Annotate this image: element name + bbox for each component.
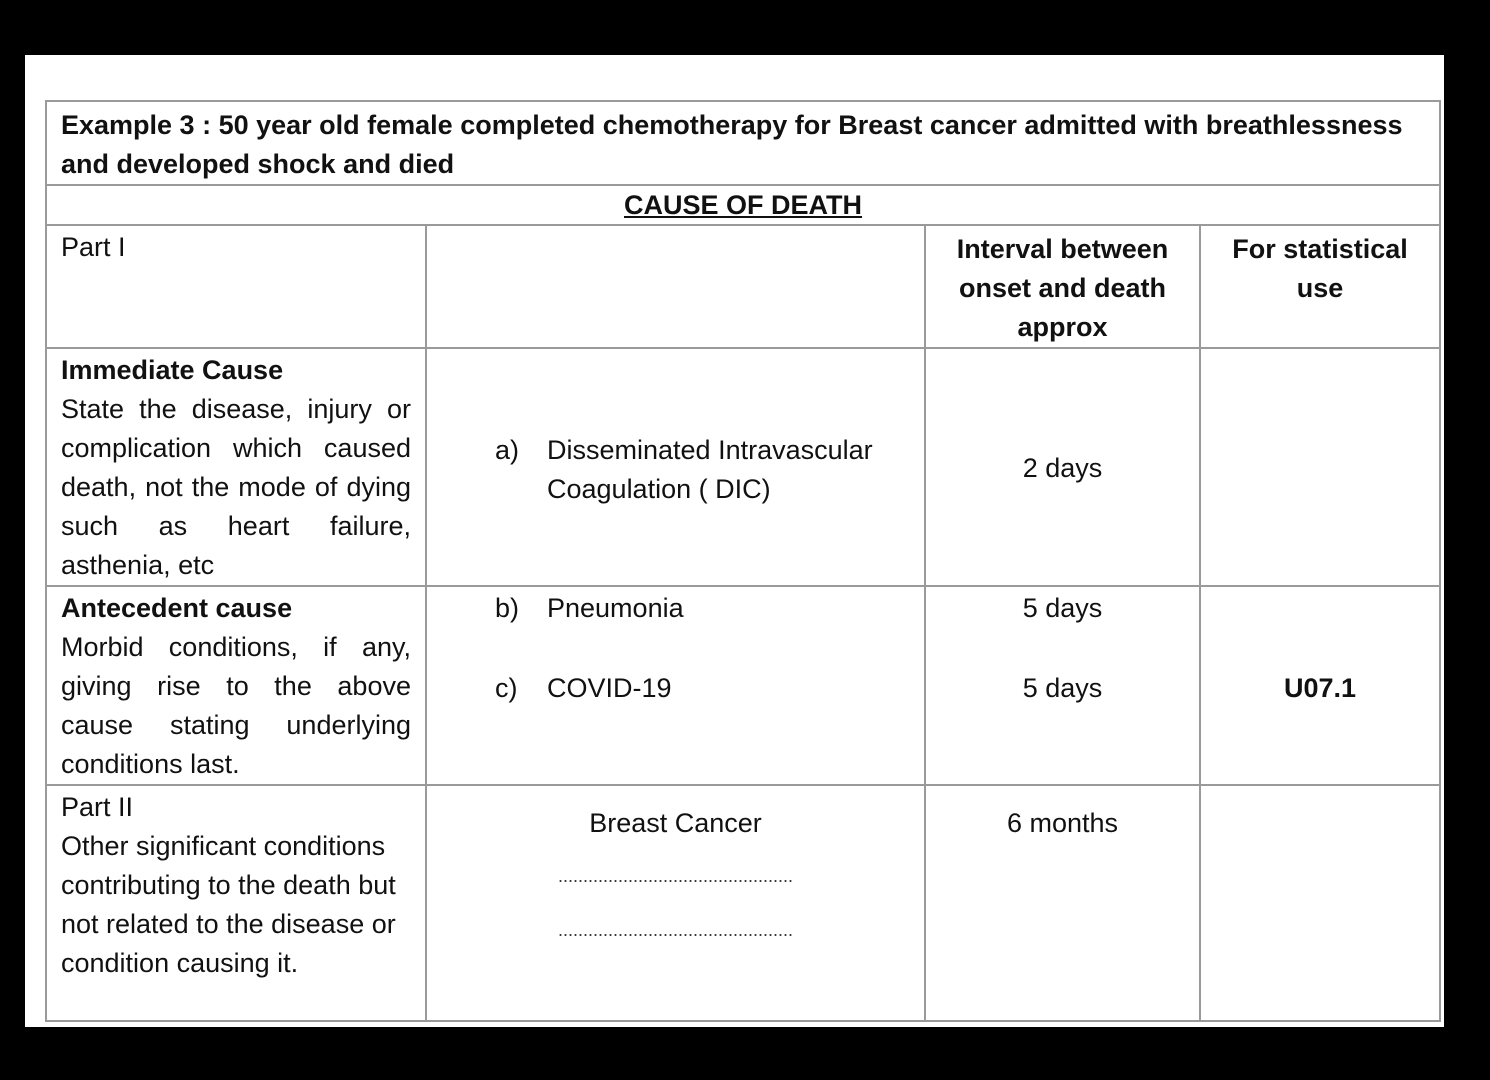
antecedent-cause-cell [426,586,925,785]
antecedent-cause-label-cell [46,586,426,785]
cause-header-cell [426,225,925,348]
interval-value-b: 5 days [1022,593,1103,623]
code-value-b [1201,589,1439,628]
part-two-interval-cell [925,785,1200,1021]
antecedent-cause-heading: Antecedent cause [61,593,293,623]
item-marker: b) [495,593,520,623]
cause-text: COVID-19 [547,673,672,703]
immediate-cause-cell [426,348,925,586]
code-value-c: U07.1 [1283,673,1357,703]
interval-value-c: 5 days [1022,673,1103,703]
part-two-label-cell [46,785,426,1021]
blank-line-1: ............................................... [557,866,794,886]
immediate-interval-cell [925,348,1200,586]
part-two-condition: Breast Cancer [589,808,762,838]
cause-text: Disseminated Intravascular Coagulation ( DIC) [547,435,873,504]
immediate-cause-heading: Immediate Cause [61,355,284,385]
interval-header: Interval between onset and death approx [925,225,1200,348]
part-two-description: Other significant conditions contributing to the death but not related to the disease or condition causing it. [61,831,396,978]
item-marker: a) [495,435,520,465]
immediate-cause-description: State the disease, injury or complication which caused death, not the mode of dying such as heart failure, asthenia, etc [61,394,411,580]
antecedent-cause-description: Morbid conditions, if any, giving rise to the above cause stating underlying conditions last. [61,632,411,779]
part-two-heading: Part II [61,792,134,822]
section-heading: CAUSE OF DEATH [46,185,1440,225]
cause-item-c [427,669,924,708]
item-marker: c) [495,673,518,703]
immediate-code-cell [1200,348,1440,586]
cause-item-b [427,589,924,628]
document-page [25,55,1444,1027]
immediate-cause-label-cell [46,348,426,586]
antecedent-code-cell [1200,586,1440,785]
part-one-label: Part I [46,225,426,348]
cause-item-a [427,431,924,509]
antecedent-interval-cell [925,586,1200,785]
interval-value: 6 months [1006,808,1119,838]
example-title: Example 3 : 50 year old female completed chemotherapy for Breast cancer admitted with breathlessness and developed shock and died [46,101,1440,185]
cause-text: Pneumonia [547,593,684,623]
blank-line-2: ............................................... [557,920,794,940]
part-two-condition-cell [426,785,925,1021]
interval-value: 2 days [1022,453,1103,483]
part-two-code-cell [1200,785,1440,1021]
cause-of-death-table [45,100,1441,1022]
statistical-header: For statistical use [1200,225,1440,348]
